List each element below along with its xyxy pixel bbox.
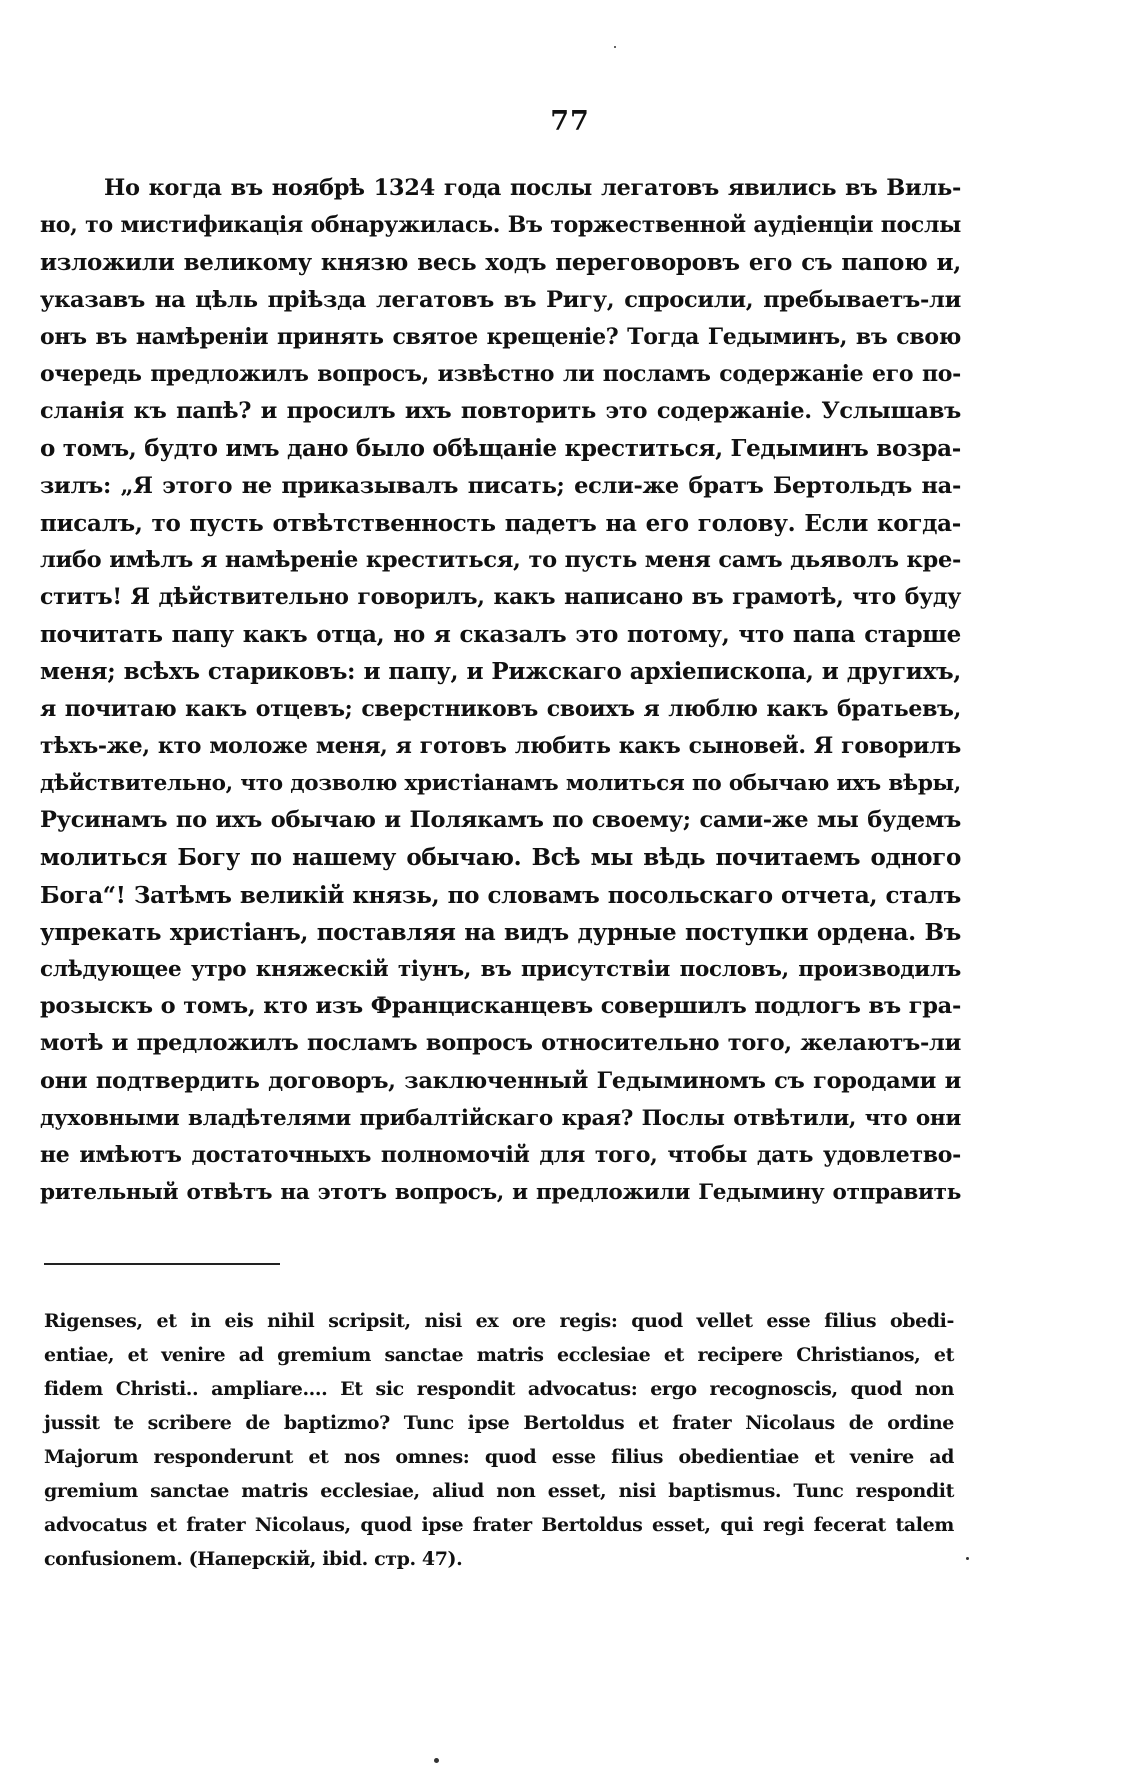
footnote-block xyxy=(44,1304,954,1576)
text-line: указавъ на цѣль пріѣзда легатовъ въ Ригу, спросили, пребываетъ-ли xyxy=(40,286,961,313)
scan-speck xyxy=(966,1557,969,1560)
page-number: 77 xyxy=(550,106,590,137)
footnote-line: Majorum responderunt et nos omnes: quod esse filius obedientiae et venire ad xyxy=(44,1446,954,1468)
text-line: изложили великому князю весь ходъ переговоровъ его съ папою и, xyxy=(40,249,961,277)
footnote-line: fidem Christi.. ampliare.... Et sic respondit advocatus: ergo recognoscis, quod non xyxy=(44,1378,954,1400)
text-line: рительный отвѣтъ на этотъ вопросъ, и предложили Гедымину отправить xyxy=(40,1180,961,1206)
text-line: тѣхъ-же, кто моложе меня, я готовъ любить какъ сыновей. Я говорилъ xyxy=(40,732,961,759)
footnote-line: advocatus et frater Nicolaus, quod ipse frater Bertoldus esset, qui regi fecerat talem xyxy=(44,1514,954,1536)
text-line: молиться Богу по нашему обычаю. Всѣ мы вѣдь почитаемъ одного xyxy=(40,844,961,872)
text-line: не имѣютъ достаточныхъ полномочій для того, чтобы дать удовлетво- xyxy=(40,1141,961,1168)
scan-speck xyxy=(614,46,616,48)
text-line: зилъ: „Я этого не приказывалъ писать; если-же братъ Бертольдъ на- xyxy=(40,472,961,499)
text-line: Русинамъ по ихъ обычаю и Полякамъ по своему; сами-же мы будемъ xyxy=(40,807,961,834)
text-line: Бога“! Затѣмъ великій князь, по словамъ посольскаго отчета, сталъ xyxy=(40,881,961,909)
text-line: но, то мистификація обнаружилась. Въ торжественной аудіенціи послы xyxy=(40,212,961,239)
text-line: сланія къ папѣ? и просилъ ихъ повторить это содержаніе. Услышавъ xyxy=(40,398,961,425)
text-line: писалъ, то пусть отвѣтственность падетъ на его голову. Если когда- xyxy=(40,509,961,537)
text-line: очередь предложилъ вопросъ, извѣстно ли посламъ содержаніе его по- xyxy=(40,360,961,387)
text-line: духовными владѣтелями прибалтійскаго края? Послы отвѣтили, что они xyxy=(40,1105,961,1131)
text-line: они подтвердить договоръ, заключенный Гедыминомъ съ городами и xyxy=(40,1067,961,1094)
footnote-divider xyxy=(44,1263,280,1265)
text-line: либо имѣлъ я намѣреніе креститься, то пусть меня самъ дьяволъ кре- xyxy=(40,546,961,573)
text-line: ститъ! Я дѣйствительно говорилъ, какъ написано въ грамотѣ, что буду xyxy=(40,584,961,611)
main-text-block xyxy=(40,170,961,1211)
text-line: я почитаю какъ отцевъ; сверстниковъ своихъ я люблю какъ братьевъ, xyxy=(40,695,961,722)
text-line: упрекать христіанъ, поставляя на видъ дурные поступки ордена. Въ xyxy=(40,918,961,946)
text-line: слѣдующее утро княжескій тіунъ, въ присутствіи пословъ, производилъ xyxy=(40,956,961,982)
text-line: о томъ, будто имъ дано было обѣщаніе креститься, Гедыминъ возра- xyxy=(40,435,961,463)
text-line: дѣйствительно, что дозволю христіанамъ молиться по обычаю ихъ вѣры, xyxy=(40,771,961,796)
text-line: мотѣ и предложилъ посламъ вопросъ относительно того, желаютъ-ли xyxy=(40,1030,961,1057)
text-line: Но когда въ ноябрѣ 1324 года послы легатовъ явились въ Виль- xyxy=(104,175,961,201)
footnote-line: confusionem. (Наперскій, ibid. стр. 47). xyxy=(44,1548,463,1570)
text-line: меня; всѣхъ стариковъ: и папу, и Рижскаго архіепископа, и другихъ, xyxy=(40,658,961,686)
footnote-line: jussit te scribere de baptizmo? Tunc ipse Bertoldus et frater Nicolaus de ordine xyxy=(44,1412,954,1434)
text-line: почитать папу какъ отца, но я сказалъ это потому, что папа старше xyxy=(40,621,961,649)
footnote-line: gremium sanctae matris ecclesiae, aliud non esset, nisi baptismus. Tunc respondit xyxy=(44,1480,954,1502)
footnote-line: Rigenses, et in eis nihil scripsit, nisi ex ore regis: quod vellet esse filius obedi- xyxy=(44,1310,954,1332)
footnote-line: entiae, et venire ad gremium sanctae matris ecclesiae et recipere Christianos, et xyxy=(44,1344,954,1366)
scan-speck xyxy=(434,1758,439,1763)
text-line: онъ въ намѣреніи принять святое крещеніе? Тогда Гедыминъ, въ свою xyxy=(40,323,961,350)
text-line: розыскъ о томъ, кто изъ Францисканцевъ совершилъ подлогъ въ гра- xyxy=(40,993,961,1020)
